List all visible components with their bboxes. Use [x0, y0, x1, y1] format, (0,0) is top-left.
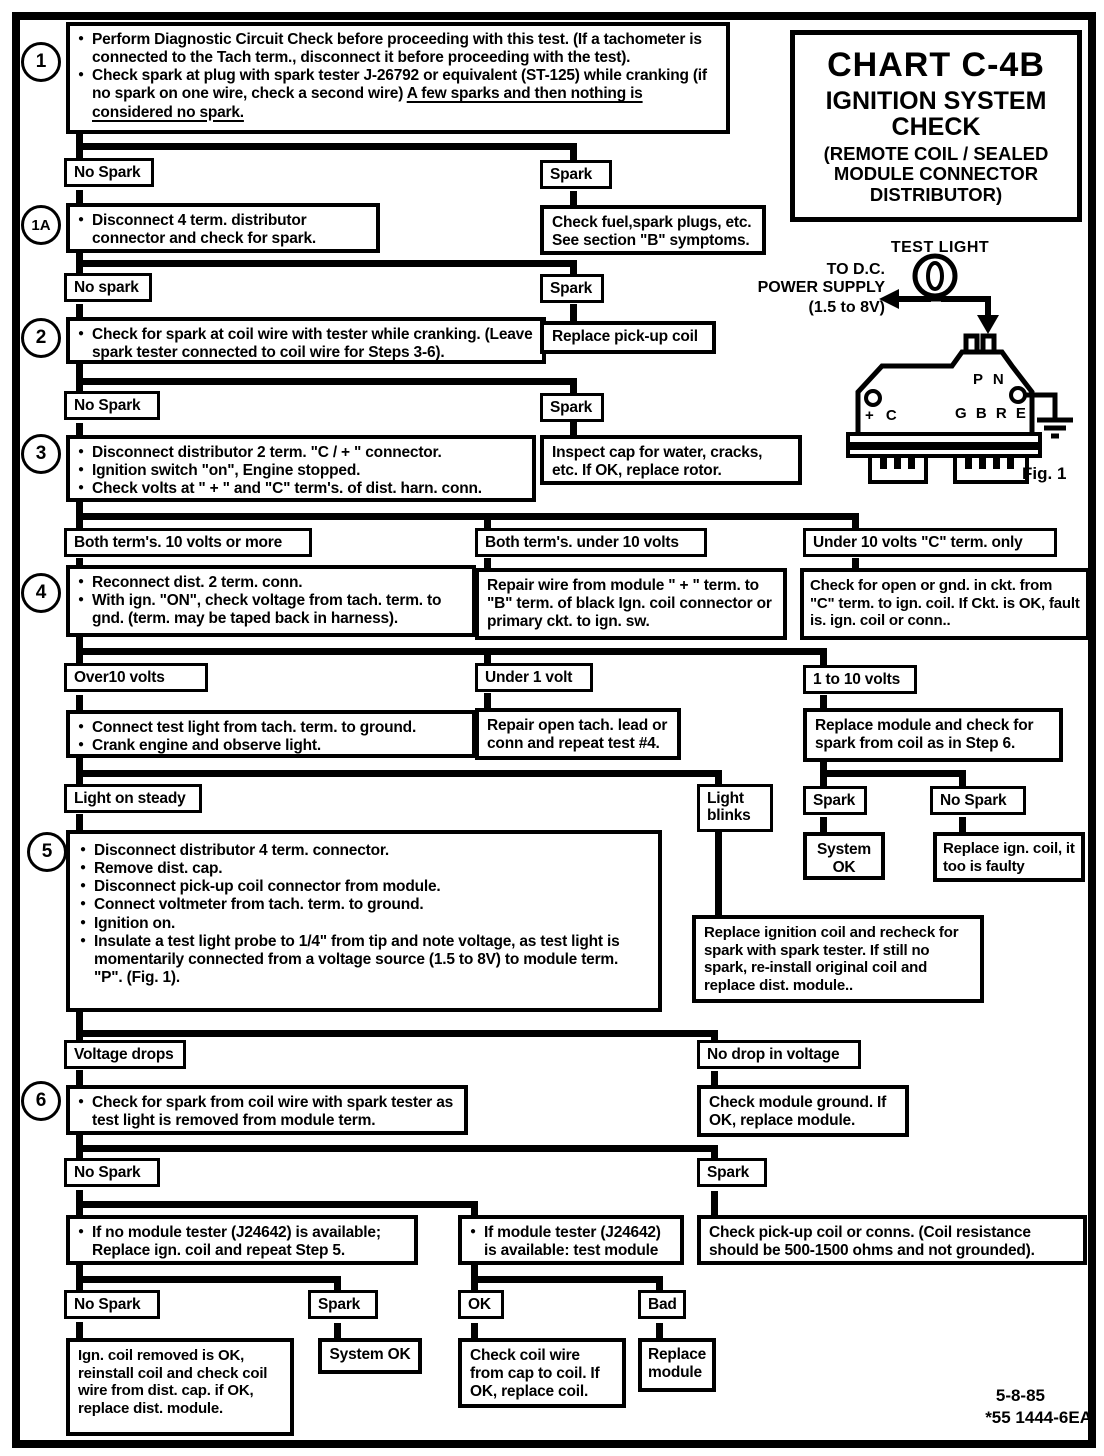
connector-line	[711, 1033, 718, 1042]
decision-label-voltage-drops: Voltage drops	[64, 1040, 186, 1069]
step1-bullet1: ● Perform Diagnostic Circuit Check before proceeding with this test. (If a tachometer is connected to the Tach term., disconnect it before proceeding with the test).	[78, 31, 718, 67]
action-check-coil-wire: Check coil wire from cap to coil. If OK, replace coil.	[458, 1338, 626, 1408]
connector-line	[711, 1148, 718, 1160]
step5-bullet: ● Remove dist. cap.	[80, 860, 648, 878]
action-replace-module: Replace module	[638, 1338, 716, 1392]
connector-line	[820, 777, 827, 788]
module-tester-box	[458, 1215, 684, 1265]
module-label-pn: P N	[973, 371, 1007, 388]
step2-bullet: ● Check for spark at coil wire with tester while cranking. (Leave spark tester connected to coil wire for Steps 3-6).	[78, 326, 534, 362]
connector-line	[76, 143, 577, 150]
figure-label-power2: POWER SUPPLY	[757, 279, 885, 296]
decision-label-over-10v: Over10 volts	[64, 663, 208, 692]
action-ign-coil-removed-ok: Ign. coil removed is OK, reinstall coil and check coil wire from dist. cap. if OK, replace dist. module.	[66, 1338, 294, 1436]
module-screw-left	[866, 391, 880, 405]
connector-line	[76, 260, 577, 267]
step5-box	[66, 830, 662, 1012]
connector-line	[820, 651, 827, 667]
connector-line	[484, 516, 491, 530]
step-number: 6	[35, 1090, 47, 1111]
connector-line	[76, 513, 859, 520]
no-module-tester-bullet: ● If no module tester (J24642) is available; Replace ign. coil and repeat Step 5.	[78, 1224, 406, 1260]
action-replace-module-step6: Replace module and check for spark from coil as in Step 6.	[803, 708, 1063, 762]
decision-label-no-spark: No Spark	[64, 1158, 160, 1187]
arrow-down-icon	[977, 315, 999, 334]
decision-label-spark: Spark	[540, 393, 604, 422]
step-number: 1A	[31, 216, 51, 234]
action-replace-pickup-coil: Replace pick-up coil	[540, 321, 716, 354]
footer-date: 5-8-85	[995, 1386, 1045, 1405]
step5-bullet: ● Ignition on.	[80, 915, 648, 933]
connector-line	[76, 1011, 83, 1042]
step4-box	[66, 565, 476, 637]
step6-bullet: ● Check for spark from coil wire with spark tester as test light is removed from module term.	[78, 1094, 456, 1130]
connector-line	[76, 1276, 341, 1283]
connector-line	[76, 814, 83, 832]
connector-line	[76, 1030, 718, 1037]
connector-line	[715, 777, 722, 786]
connector-line	[471, 1263, 478, 1279]
title-box	[790, 30, 1082, 222]
connector-line	[76, 378, 577, 385]
chart-subtitle2: (REMOTE COIL / SEALED MODULE CONNECTOR DISTRIBUTOR)	[823, 142, 1049, 206]
step5-bullet: ● Disconnect distributor 4 term. connector.	[80, 842, 648, 860]
connector-line	[76, 695, 83, 712]
outcome-system-ok: System OK	[803, 832, 885, 880]
connector-pin	[965, 456, 972, 469]
action-replace-ignition-coil-recheck: Replace ignition coil and recheck for spark with spark tester. If still no spark, re-install original coil and replace dist. module..	[692, 915, 984, 1003]
decision-label-1-to-10v: 1 to 10 volts	[803, 665, 917, 694]
step3-bullet: ● Ignition switch "on", Engine stopped.	[78, 462, 524, 480]
connector-line	[711, 1071, 718, 1087]
action-inspect-cap: Inspect cap for water, cracks, etc. If OK, replace rotor.	[540, 435, 802, 485]
connector-line	[76, 423, 83, 437]
decision-label-spark: Spark	[540, 274, 604, 303]
action-check-fuel: Check fuel,spark plugs, etc. See section "B" symptoms.	[540, 205, 766, 255]
footer-part-number: *55 1444-6EA	[985, 1408, 1092, 1427]
decision-label-spark: Spark	[540, 160, 612, 189]
connector-line	[959, 777, 966, 788]
connector-pin	[880, 456, 887, 469]
step3-box	[66, 435, 536, 502]
step1-bullet2: ● Check spark at plug with spark tester J-26792 or equivalent (ST-125) while cranking (if no spark on one wire, check a second wire) A few sparks and then nothing is considered no spark.	[78, 67, 718, 121]
connector-line	[570, 422, 577, 437]
connector-pin	[993, 456, 1000, 469]
connector-line	[334, 1323, 341, 1340]
chart-title: CHART C-4B	[827, 46, 1045, 85]
connector-line	[76, 304, 83, 319]
figure-caption: Fig. 1	[1022, 464, 1067, 483]
connector-line	[471, 1276, 663, 1283]
connector-line	[484, 693, 491, 710]
connector-pin	[979, 456, 986, 469]
connector-line	[76, 1201, 478, 1208]
connector-line	[711, 1191, 718, 1217]
connector-pin	[908, 456, 915, 469]
action-replace-ign-coil: Replace ign. coil, it too is faulty	[933, 832, 1085, 882]
underlined-note: A few sparks and then nothing is considered no spark.	[92, 85, 643, 121]
step1a-box	[66, 203, 380, 253]
decision-label-bad: Bad	[638, 1290, 686, 1319]
test-light-bullet: ● Crank engine and observe light.	[78, 737, 464, 755]
step-circle-4	[21, 573, 61, 613]
decision-label-light-on-steady: Light on steady	[64, 784, 202, 813]
figure-label-test-light: TEST LIGHT	[890, 239, 990, 256]
step1-box	[66, 22, 730, 134]
step4-bullet: ● With ign. "ON", check voltage from tach. term. to gnd. (term. may be taped back in harness).	[78, 592, 464, 628]
action-check-pickup-coil: Check pick-up coil or conns. (Coil resistance should be 500-1500 ohms and not grounded).	[697, 1215, 1087, 1265]
connector-line	[471, 1279, 478, 1292]
decision-label-no-spark: No Spark	[64, 1290, 160, 1319]
decision-label-ok: OK	[458, 1290, 504, 1319]
module-base-plate	[848, 434, 1040, 444]
decision-label-both-10v-or-more: Both term's. 10 volts or more	[64, 528, 312, 557]
connector-line	[471, 1323, 478, 1340]
connector-line	[820, 817, 827, 834]
decision-label-under-10v-c-term: Under 10 volts "C" term. only	[803, 528, 1057, 557]
step6-box	[66, 1085, 468, 1135]
connector-line	[570, 263, 577, 276]
connector-line	[76, 558, 83, 567]
module-label-plus-c: + C	[865, 407, 901, 424]
step-circle-1a	[21, 205, 61, 245]
decision-label-no-spark: No spark	[64, 273, 152, 302]
connector-line	[484, 651, 491, 665]
action-check-module-ground: Check module ground. If OK, replace module.	[697, 1085, 909, 1137]
action-repair-tach-lead: Repair open tach. lead or conn and repeat test #4.	[475, 708, 681, 760]
no-module-tester-box	[66, 1215, 418, 1265]
module-tester-bullet: ● If module tester (J24642) is available: test module	[470, 1224, 672, 1260]
decision-label-both-under-10v: Both term's. under 10 volts	[475, 528, 707, 557]
step-number: 3	[35, 443, 47, 464]
connector-line	[76, 1145, 718, 1152]
connector-line	[570, 191, 577, 207]
step-number: 4	[35, 582, 47, 603]
step1a-bullet: ● Disconnect 4 term. distributor connector and check for spark.	[78, 212, 368, 248]
connector-line	[471, 1204, 478, 1217]
connector-line	[656, 1279, 663, 1292]
connector-line	[76, 190, 83, 206]
module-screw-right	[1011, 388, 1025, 402]
connector-pin	[894, 456, 901, 469]
connector-line	[852, 516, 859, 530]
step-circle-6	[21, 1081, 61, 1121]
connector-line	[570, 381, 577, 395]
step4a-box	[66, 710, 476, 758]
chart-subtitle: IGNITION SYSTEM CHECK	[825, 87, 1047, 142]
decision-label-no-spark: No Spark	[64, 158, 154, 187]
connector-line	[820, 770, 966, 777]
connector-line	[656, 1323, 663, 1340]
module-label-gbre: G B R E	[955, 405, 1029, 422]
step-number: 5	[41, 841, 53, 862]
connector-line	[959, 817, 966, 834]
step3-bullet: ● Check volts at " + " and "C" term's. of dist. harn. conn.	[78, 480, 524, 498]
decision-label-no-spark: No Spark	[930, 786, 1026, 815]
step3-bullet: ● Disconnect distributor 2 term. "C / + " connector.	[78, 444, 524, 462]
connector-line	[570, 146, 577, 162]
decision-label-light-blinks: Light blinks	[697, 784, 773, 832]
step-circle-1	[21, 42, 61, 82]
step5-bullet: ● Disconnect pick-up coil connector from module.	[80, 878, 648, 896]
decision-label-spark: Spark	[697, 1158, 767, 1187]
step5-bullet: ● Insulate a test light probe to 1/4" from tip and note voltage, as test light is momentarily connected from a voltage source (1.5 to 8V) to module term. "P". (Fig. 1).	[80, 933, 648, 987]
connector-line	[852, 558, 859, 570]
decision-label-spark: Spark	[308, 1290, 378, 1319]
connector-line	[715, 832, 722, 917]
step-circle-3	[21, 434, 61, 474]
connector-line	[76, 1070, 83, 1087]
step4-bullet: ● Reconnect dist. 2 term. conn.	[78, 574, 464, 592]
test-light-bullet: ● Connect test light from tach. term. to ground.	[78, 719, 464, 737]
connector-line	[76, 770, 722, 777]
connector-line	[484, 558, 491, 570]
step2-box	[66, 317, 546, 364]
step-number: 1	[35, 51, 47, 72]
connector-pin	[1007, 456, 1014, 469]
action-repair-wire-module: Repair wire from module " + " term. to "B" term. of black Ign. coil connector or primary ckt. to ign. sw.	[475, 568, 787, 640]
connector-line	[76, 648, 827, 655]
step-number: 2	[35, 327, 47, 348]
action-check-open-gnd: Check for open or gnd. in ckt. from "C" term. to ign. coil. If Ckt. is OK, fault is. ign. coil or conn..	[800, 568, 1090, 640]
step-circle-5	[27, 832, 67, 872]
connector-line	[820, 758, 827, 774]
decision-label-no-drop: No drop in voltage	[697, 1040, 861, 1069]
step-circle-2	[21, 318, 61, 358]
decision-label-under-1v: Under 1 volt	[475, 663, 593, 692]
step5-bullet: ● Connect voltmeter from tach. term. to ground.	[80, 896, 648, 914]
decision-label-spark: Spark	[803, 786, 867, 815]
figure-label-power3: (1.5 to 8V)	[808, 299, 885, 316]
figure-label-power1: TO D.C.	[826, 261, 885, 278]
bulb-filament-icon	[928, 263, 942, 289]
outcome-system-ok: System OK	[318, 1338, 422, 1374]
connector-line	[76, 1322, 83, 1340]
connector-line	[820, 695, 827, 710]
decision-label-no-spark: No Spark	[64, 391, 160, 420]
connector-line	[570, 304, 577, 323]
connector-line	[334, 1279, 341, 1292]
